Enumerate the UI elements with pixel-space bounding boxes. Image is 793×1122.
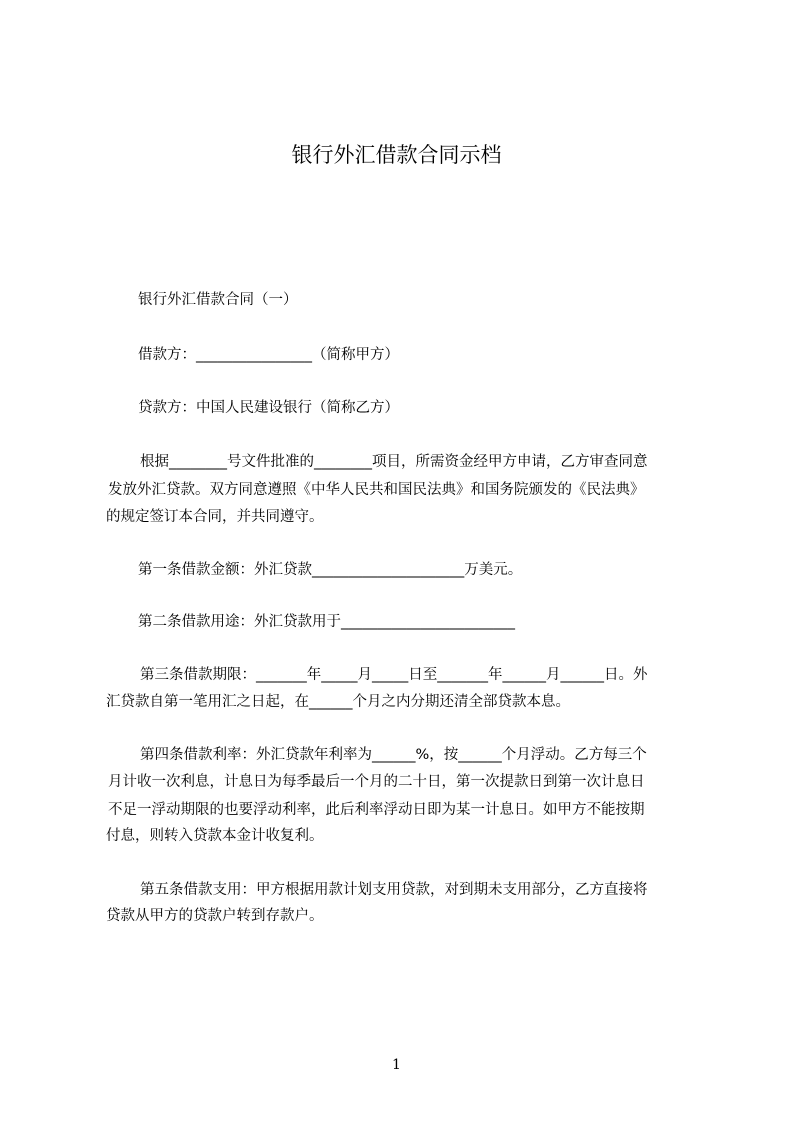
article-1: 第一条借款金额：外汇贷款_____________________万美元。 xyxy=(138,562,523,578)
article-4-line-3: 不足一浮动期限的也要浮动利率，此后利率浮动日即为某一计息日。如甲方不能按期 xyxy=(108,802,645,818)
preamble-line-1: 根据________号文件批准的________项目，所需资金经甲方申请，乙方审查同意 xyxy=(140,454,648,470)
preamble-line-3: 的规定签订本合同，并共同遵守。 xyxy=(106,509,324,525)
lender-line: 贷款方：中国人民建设银行（简称乙方） xyxy=(138,400,399,416)
article-4-line-4: 付息，则转入贷款本金计收复利。 xyxy=(106,828,324,844)
page-number: 1 xyxy=(392,1057,401,1073)
article-3-line-1: 第三条借款期限：_______年_____月_____日至_______年______月______日。外 xyxy=(140,667,648,683)
article-5-line-1: 第五条借款支用：甲方根据用款计划支用贷款，对到期未支用部分，乙方直接将 xyxy=(140,882,648,898)
document-title: 银行外汇借款合同示档 xyxy=(291,143,502,167)
article-4-line-1: 第四条借款利率：外汇贷款年利率为______%，按______个月浮动。乙方每三个 xyxy=(140,747,647,763)
article-4-line-2: 月计收一次利息，计息日为每季最后一个月的二十日，第一次提款日到第一次计息日 xyxy=(108,774,645,790)
contract-subtitle: 银行外汇借款合同（一） xyxy=(138,292,298,308)
article-5-line-2: 贷款从甲方的贷款户转到存款户。 xyxy=(106,908,324,924)
article-3-line-2: 汇贷款自第一笔用汇之日起，在______个月之内分期还清全部贷款本息。 xyxy=(106,694,570,710)
borrower-line: 借款方：________________（简称甲方） xyxy=(138,347,399,363)
preamble-line-2: 发放外汇贷款。双方同意遵照《中华人民共和国民法典》和国务院颁发的《民法典》 xyxy=(108,482,645,498)
article-2: 第二条借款用途：外汇贷款用于________________________ xyxy=(138,614,515,630)
